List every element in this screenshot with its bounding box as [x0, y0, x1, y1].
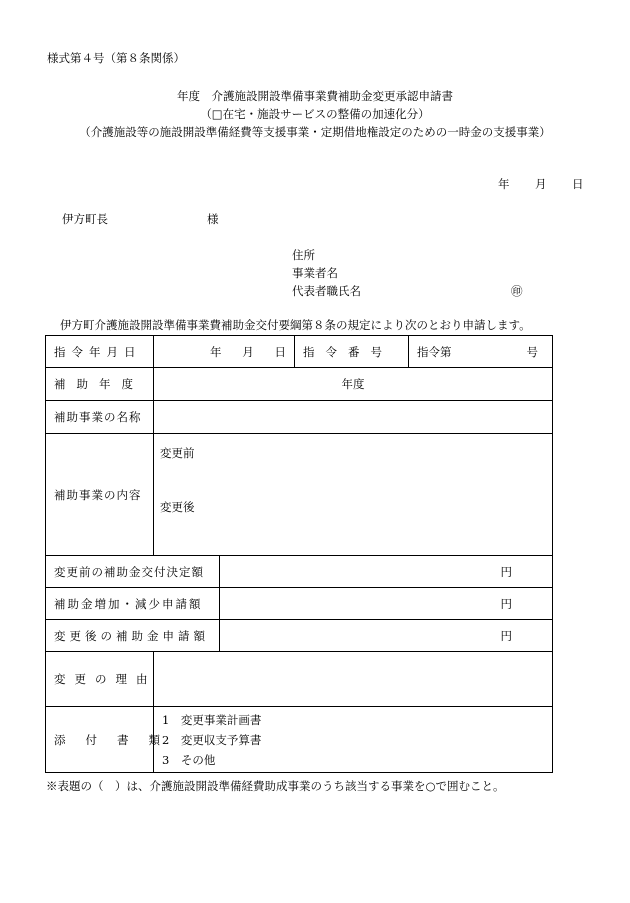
table-row [46, 434, 553, 556]
designation-number-suffix: 号 [526, 344, 538, 359]
fiscal-year-value[interactable]: 年度 [154, 368, 553, 401]
intro-text: 伊方町介護施設開設準備事業費補助金交付要綱第８条の規定により次のとおり申請します。 [60, 318, 531, 332]
attachments-label: 添付書類 [46, 707, 154, 773]
table-row [46, 401, 553, 434]
business-name-label: 事業者名 [292, 266, 338, 280]
reason-value[interactable] [154, 652, 553, 707]
project-content-value[interactable] [154, 434, 553, 556]
footnote: ※表題の（ ）は、介護施設開設準備経費助成事業のうち該当する事業を○で囲むこと。 [46, 779, 505, 793]
designation-date-label: 指令年月日 [46, 336, 154, 368]
table-row [46, 652, 553, 707]
form-number: 様式第４号（第８条関係） [47, 51, 185, 65]
designation-number-prefix: 指令第 [417, 344, 452, 359]
table-row [46, 336, 553, 368]
designation-month: 月 [242, 344, 254, 359]
attachment-item: 3 その他 [162, 752, 216, 767]
addressee-name: 伊方町長 [62, 212, 108, 226]
date-day: 日 [572, 177, 584, 191]
reason-label: 変更の理由 [46, 652, 154, 707]
increase-decrease-value[interactable]: 円 [220, 588, 553, 620]
designation-year: 年 [210, 344, 222, 359]
project-name-value[interactable] [154, 401, 553, 434]
table-row [46, 556, 553, 588]
after-change-label: 変更後 [160, 500, 195, 514]
decided-amount-value[interactable]: 円 [220, 556, 553, 588]
table-row [46, 620, 553, 652]
representative-label: 代表者職氏名 [292, 284, 361, 298]
document-subtitle-2: （介護施設等の施設開設準備経費等支援事業・定期借地権設定のための一時金の支援事業） [79, 125, 551, 139]
designation-number-label: 指令番号 [295, 336, 409, 368]
increase-decrease-label: 補助金増加・減少申請額 [46, 588, 220, 620]
date-year: 年 [498, 177, 510, 191]
table-row [46, 707, 553, 773]
decided-amount-label: 変更前の補助金交付決定額 [46, 556, 220, 588]
table-row [46, 588, 553, 620]
address-label: 住所 [292, 248, 315, 262]
addressee-honorific: 様 [207, 212, 219, 226]
application-table [45, 335, 553, 773]
project-name-label: 補助事業の名称 [46, 401, 154, 434]
attachment-item: 1 変更事業計画書 [162, 712, 262, 727]
designation-date-value[interactable] [154, 336, 295, 368]
document-subtitle: （□在宅・施設サービスの整備の加速化分） [200, 107, 430, 121]
before-change-label: 変更前 [160, 446, 195, 460]
designation-number-value[interactable] [409, 336, 553, 368]
after-amount-label: 変更後の補助金申請額 [46, 620, 220, 652]
table-row [46, 368, 553, 401]
attachments-list [154, 707, 553, 773]
project-content-label: 補助事業の内容 [46, 434, 154, 556]
fiscal-year-label: 補助年度 [46, 368, 154, 401]
document-title: 年度 介護施設開設準備事業費補助金変更承認申請書 [177, 89, 453, 103]
attachment-item: 2 変更収支予算書 [162, 732, 262, 747]
after-amount-value[interactable]: 円 [220, 620, 553, 652]
seal-mark: ㊞ [511, 284, 523, 298]
designation-day: 日 [274, 344, 286, 359]
date-month: 月 [535, 177, 547, 191]
